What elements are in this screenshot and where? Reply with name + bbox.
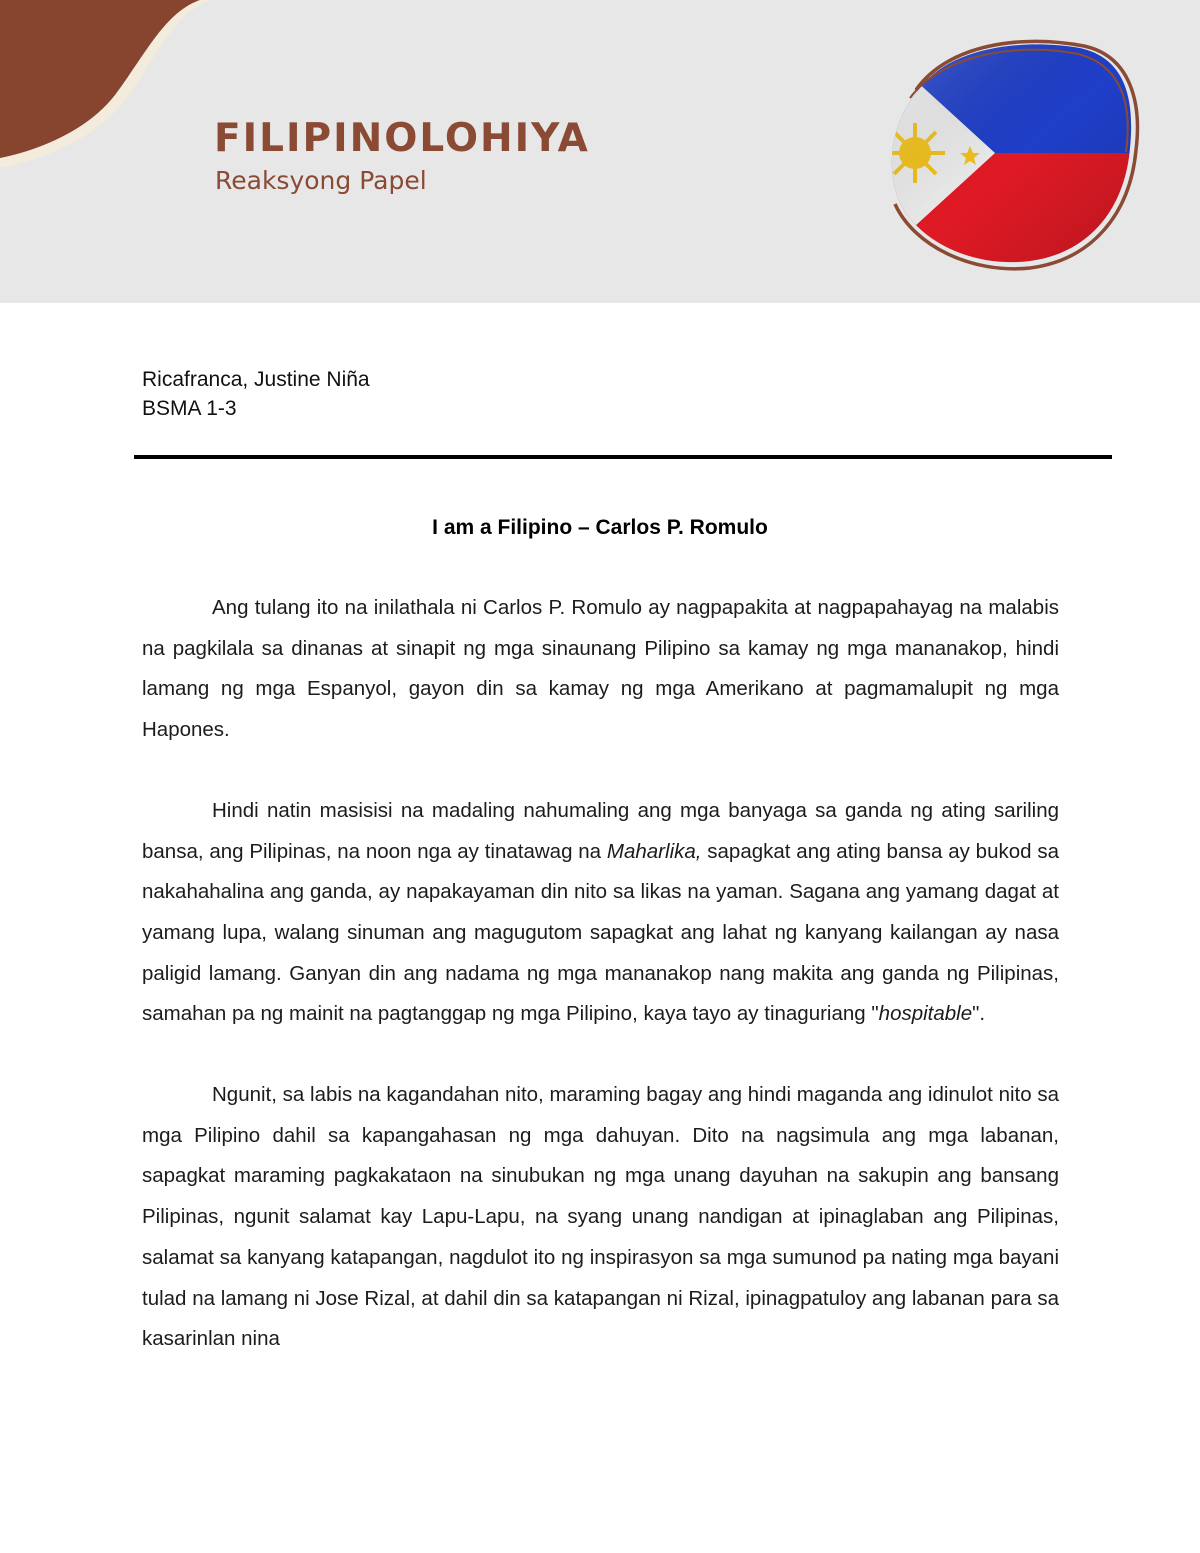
paragraph-2-emphasis-2: hospitable (878, 1002, 973, 1026)
paragraph-2-text-c: ". (972, 1002, 986, 1026)
philippine-flag-icon (880, 28, 1160, 278)
document-body (142, 588, 1059, 1360)
student-section: BSMA 1-3 (142, 397, 237, 420)
paragraph-2-text-a: Hindi natin masisisi na madaling nahumaling ang mga banyaga sa ganda ng ating sariling bansa, ang Pilipinas, na noon nga ay tinatawag na (142, 798, 1059, 863)
paragraph-2 (142, 791, 1059, 1035)
paragraph-2-text-b: sapagkat ang ating bansa ay bukod sa nakahahalina ang ganda, ay napakayaman din nito sa likas na yaman. Sagana ang yamang dagat at yamang lupa, walang sinuman ang magugutom sapagkat ang lahat ng kanyang kailangan ay nasa paligid lamang. Ganyan din ang nadama ng mga mananakop nang makita ang ganda ng Pilipinas, samahan pa ng mainit na pagtanggap ng mga Pilipino, kaya tayo ay tinaguriang " (142, 839, 1059, 1026)
brand-title: FILIPINOLOHIYA (214, 116, 590, 161)
decorative-swoosh (0, 0, 230, 180)
document-title: I am a Filipino – Carlos P. Romulo (432, 516, 768, 539)
paragraph-2-emphasis: Maharlika, (606, 839, 702, 863)
brand-subtitle: Reaksyong Papel (215, 166, 427, 195)
divider (134, 455, 1112, 459)
paragraph-3: Ngunit, sa labis na kagandahan nito, maraming bagay ang hindi maganda ang idinulot nito sa mga Pilipino dahil sa kapangahasan ng mga dahuyan. Dito na nagsimula ang mga labanan, sapagkat maraming pagkakataon na sinubukan ng mga unang dayuhan na sakupin ang bansang Pilipinas, ngunit salamat kay Lapu-Lapu, na syang unang nandigan at ipinaglaban ang Pilipinas, salamat sa kanyang katapangan, nagdulot ito ng inspirasyon sa mga sumunod pa nating mga bayani tulad na lamang ni Jose Rizal, at dahil din sa katapangan ni Rizal, ipinagpatuloy ang labanan para sa kasarinlan nina (142, 1083, 1059, 1351)
student-name: Ricafranca, Justine Niña (142, 368, 370, 391)
paragraph-1: Ang tulang ito na inilathala ni Carlos P. Romulo ay nagpapakita at nagpapahayag na malabis na pagkilala sa dinanas at sinapit ng mga sinaunang Pilipino sa kamay ng mga mananakop, hindi lamang ng mga Espanyol, gayon din sa kamay ng mga Amerikano at pagmamalupit ng mga Hapones. (142, 596, 1059, 742)
document-header (0, 0, 1200, 303)
